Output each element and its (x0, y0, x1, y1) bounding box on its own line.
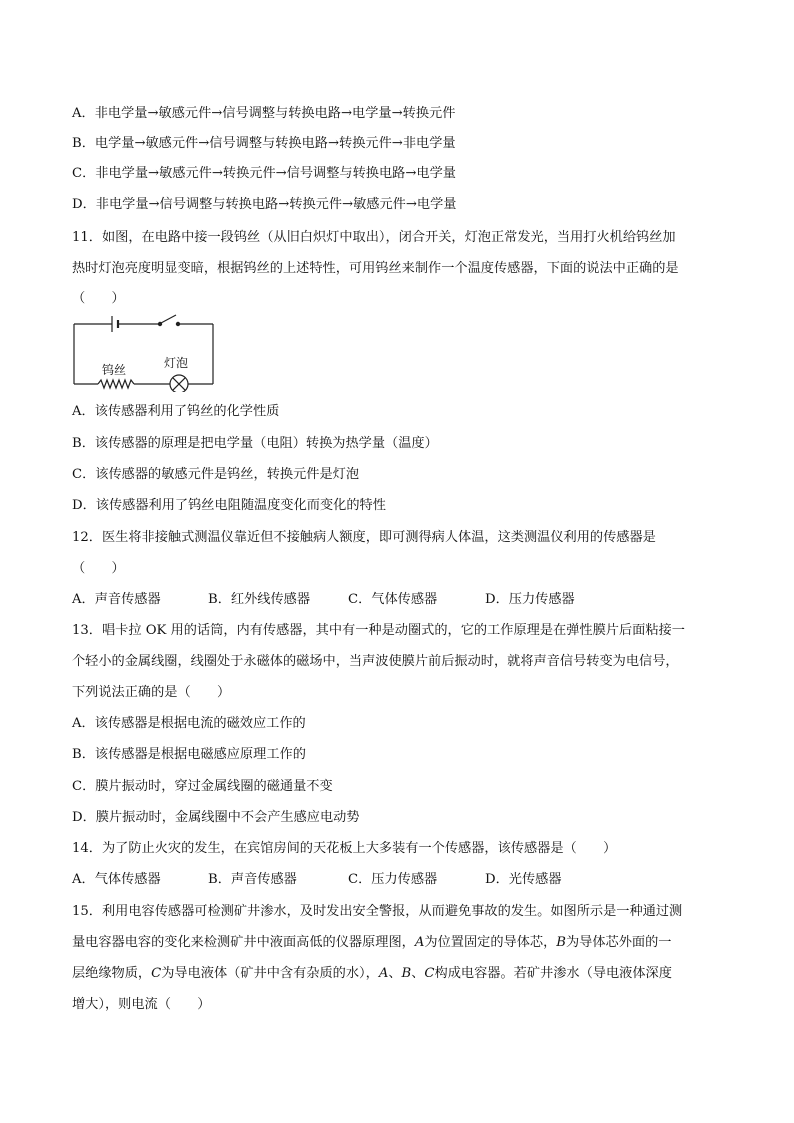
q12-stem-line1: 12．医生将非接触式测温仪靠近但不接触病人额度，即可测得病人体温，这类测温仪利用的传感器是 (72, 530, 656, 545)
bulb-label: 灯泡 (164, 356, 189, 370)
q12-option-b: B．红外线传感器 (208, 592, 311, 607)
switch-lever (161, 315, 176, 323)
q15-stem-line3 (72, 964, 732, 984)
q13-option-d: D．膜片振动时，金属线圈中不会产生感应电动势 (72, 810, 360, 825)
q10-option-d: D．非电学量→信号调整与转换电路→转换元件→敏感元件→电学量 (72, 197, 457, 212)
q12-answer-paren: （ ） (72, 561, 125, 576)
q15-symbol-b: B (556, 935, 566, 950)
q15-stem-line1: 15．利用电容传感器可检测矿井渗水，及时发出安全警报，从而避免事故的发生。如图所示是一种通过测 (72, 904, 683, 919)
q10-option-a: A．非电学量→敏感元件→信号调整与转换电路→电学量→转换元件 (72, 106, 456, 121)
switch-contact-right (176, 322, 179, 325)
q13-option-c: C．膜片振动时，穿过金属线圈的磁通量不变 (72, 779, 333, 794)
q15-line3-text-a: 层绝缘物质， (72, 966, 152, 981)
q15-line2-text-b: 为位置固定的导体芯， (424, 935, 557, 950)
q11-option-b: B．该传感器的原理是把电学量（电阻）转换为热学量（温度） (72, 436, 438, 451)
tungsten-label: 钨丝 (102, 363, 127, 377)
q15-symbol-c2: C (424, 966, 435, 981)
q11-option-d: D．该传感器利用了钨丝电阻随温度变化而变化的特性 (72, 498, 386, 513)
q15-symbol-a: A (414, 935, 425, 950)
q11-stem-line1: 11．如图，在电路中接一段钨丝（从旧白炽灯中取出），闭合开关，灯泡正常发光，当用打火机给钨丝加 (72, 230, 676, 245)
q14-option-c: C．压力传感器 (348, 872, 438, 887)
q11-option-a: A．该传感器利用了钨丝的化学性质 (72, 404, 280, 419)
q13-stem-line3: 下列说法正确的是（ ） (72, 685, 231, 700)
q13-stem-line1: 13．唱卡拉 OK 用的话筒，内有传感器，其中有一种是动圈式的，它的工作原理是在弹性膜片后面粘接一 (72, 623, 685, 638)
q15-symbol-c: C (151, 966, 162, 981)
q13-option-a: A．该传感器是根据电流的磁效应工作的 (72, 716, 306, 731)
q15-stem-line4: 增大），则电流（ ） (72, 997, 211, 1012)
circuit-diagram (70, 312, 220, 392)
q12-option-a: A．声音传感器 (72, 592, 161, 607)
q15-line3-text-b: 为导电液体（矿井中含有杂质的水）， (161, 966, 379, 981)
q15-line3-text-c: 构成电容器。若矿井渗水（导电液体深度 (434, 966, 672, 981)
q14-option-a: A．气体传感器 (72, 872, 161, 887)
q15-stem-line2 (72, 933, 732, 953)
q15-separator-1: 、 (388, 966, 402, 981)
q11-stem-line2: 热时灯泡亮度明显变暗，根据钨丝的上述特性，可用钨丝来制作一个温度传感器，下面的说法中正确的是 (72, 261, 679, 276)
q13-stem-line2: 个轻小的金属线圈，线圈处于永磁体的磁场中，当声波使膜片前后振动时，就将声音信号转变为电信号， (72, 654, 679, 669)
q14-option-b: B．声音传感器 (208, 872, 297, 887)
q14-stem-line1: 14．为了防止火灾的发生，在宾馆房间的天花板上大多装有一个传感器，该传感器是（ ） (72, 841, 617, 856)
q15-line2-text-c: 为导体芯外面的一 (565, 935, 672, 950)
q15-line2-text-a: 量电容器电容的变化来检测矿井中液面高低的仪器原理图， (72, 935, 415, 950)
tungsten-coil (98, 380, 134, 388)
q10-option-b: B．电学量→敏感元件→信号调整与转换电路→转换元件→非电学量 (72, 136, 456, 151)
q12-option-d: D．压力传感器 (485, 592, 575, 607)
q15-symbol-b2: B (401, 966, 412, 981)
q15-separator-2: 、 (411, 966, 425, 981)
q13-option-b: B．该传感器是根据电磁感应原理工作的 (72, 747, 306, 762)
q15-symbol-a2: A (378, 966, 389, 981)
q11-option-c: C．该传感器的敏感元件是钨丝，转换元件是灯泡 (72, 467, 360, 482)
q10-option-c: C．非电学量→敏感元件→转换元件→信号调整与转换电路→电学量 (72, 166, 456, 181)
q11-answer-paren: （ ） (72, 291, 125, 306)
q12-option-c: C．气体传感器 (348, 592, 438, 607)
q14-option-d: D．光传感器 (485, 872, 562, 887)
